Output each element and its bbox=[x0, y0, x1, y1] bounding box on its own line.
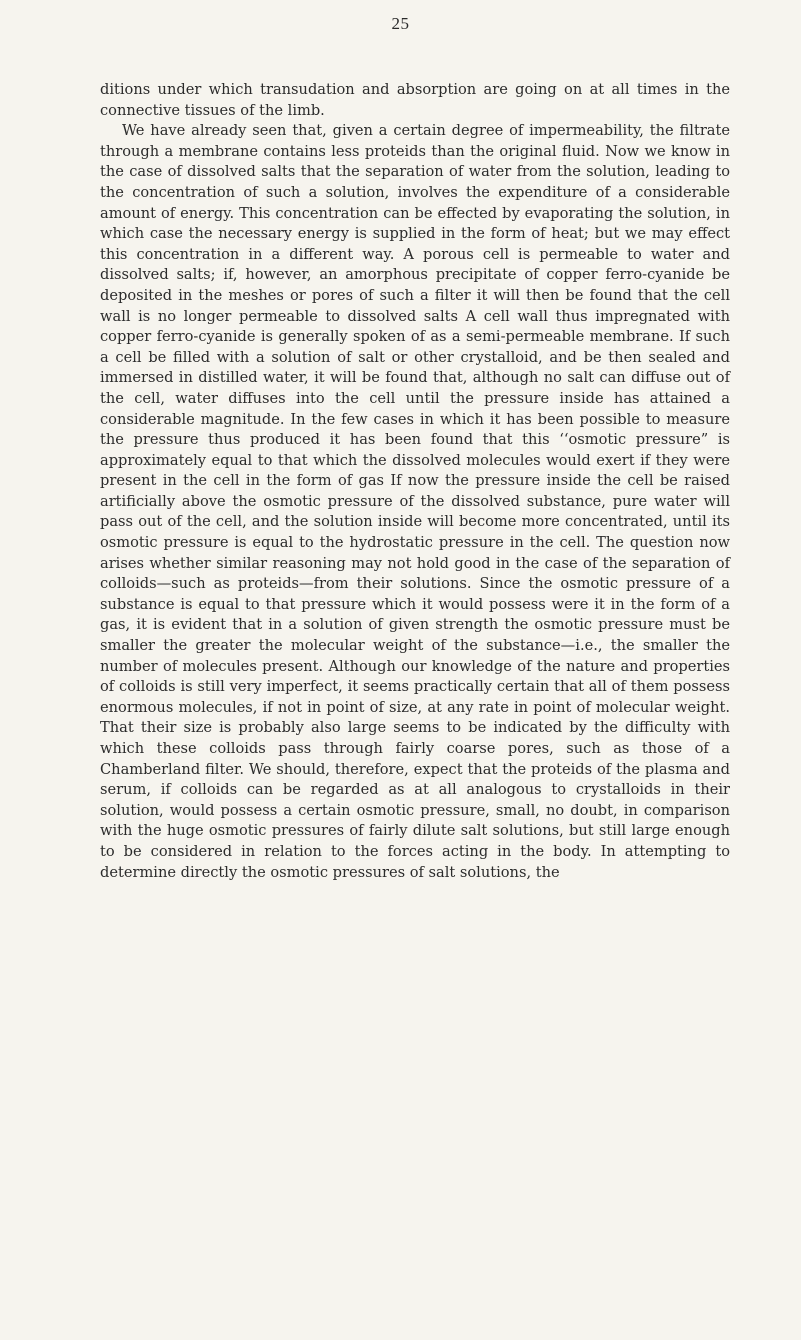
paragraph-osmotic-pressure: We have already seen that, given a certain degree of impermeability, the filtrate through a membrane contains less proteids than the original fluid. Now we know in the case of dissolved salts that the separation of water from the solution, leading to the concentration of such a solution, involves the expenditure of a considerable amount of energy. This concentration can be effected by evaporating the solution, in which case the necessary energy is supplied in the form of heat; but we may effect this concentration in a different way. A porous cell is permeable to water and dissolved salts; if, however, an amorphous precipitate of copper ferro-cyanide be deposited in the meshes or pores of such a filter it will then be found that the cell wall is no longer permeable to dissolved salts A cell wall thus impregnated with copper ferro-cyanide is generally spoken of as a semi-permeable membrane. If such a cell be filled with a solution of salt or other crystalloid, and be then sealed and immersed in distilled water, it will be found that, although no salt can diffuse out of the cell, water diffuses into the cell until the pressure inside has attained a considerable magnitude. In the few cases in which it has been possible to measure the pressure thus produced it has been found that this ‘‘osmotic pressure” is approximately equal to that which the dissolved molecules would exert if they were present in the cell in the form of gas If now the pressure inside the cell be raised artificially above the osmotic pressure of the dissolved substance, pure water will pass out of the cell, and the solution inside will become more concentrated, until its osmotic pressure is equal to the hydrostatic pressure in the cell. The question now arises whether similar reasoning may not hold good in the case of the separation of colloids—such as proteids—from their solutions. Since the osmotic pressure of a substance is equal to that pressure which it would possess were it in the form of a gas, it is evident that in a solution of given strength the osmotic pressure must be smaller the greater the molecular weight of the substance—i.e., the smaller the number of molecules present. Although our knowledge of the nature and properties of colloids is still very imperfect, it seems practically certain that all of them possess enormous molecules, if not in point of size, at any rate in point of molecular weight. That their size is probably also large seems to be indicated by the difficulty with which these colloids pass through fairly coarse pores, such as those of a Chamberland filter. We should, therefore, expect that the proteids of the plasma and serum, if colloids can be regarded as at all analogous to crystalloids in their solution, would possess a certain osmotic pressure, small, no doubt, in comparison with the huge osmotic pressures of fairly dilute salt solutions, but still large enough to be considered in relation to the forces acting in the body. In attempting to determine directly the osmotic pressures of salt solutions, the bbox=[100, 122, 730, 881]
body-text bbox=[100, 80, 730, 883]
paragraph-continuation: ditions under which transudation and absorption are going on at all times in the connective tissues of the limb. bbox=[100, 81, 730, 119]
page-number: 25 bbox=[391, 14, 410, 33]
